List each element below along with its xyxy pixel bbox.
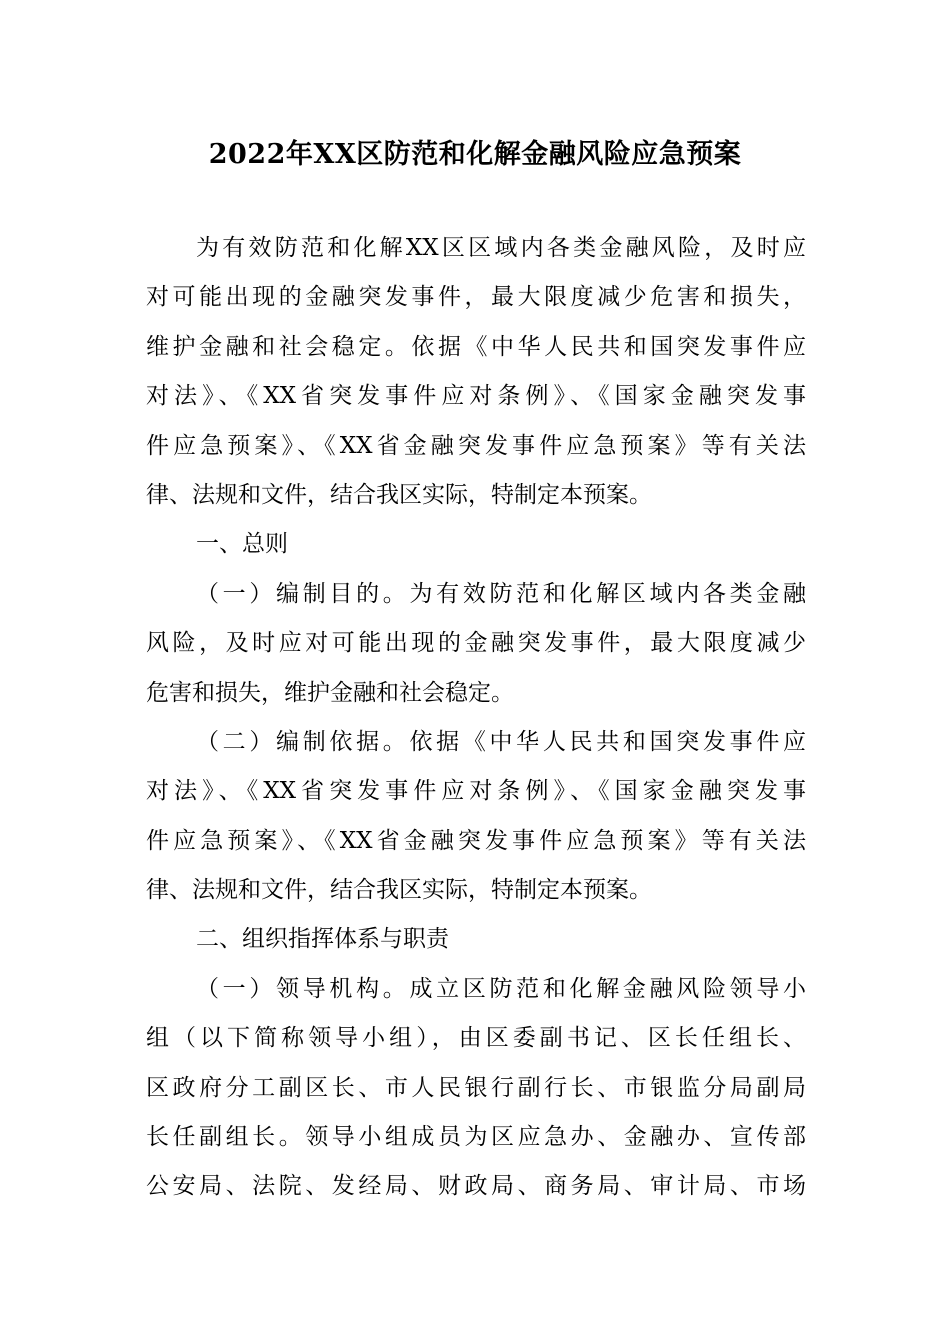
text-line: 对法》、《XX省突发事件应对条例》、《国家金融突发事 [146,383,806,410]
text-line: 件应急预案》、《XX省金融突发事件应急预案》等有关法 [146,432,806,459]
text-line: （一）编制目的。为有效防范和化解区域内各类金融 [196,580,806,607]
text-line: 公安局、法院、发经局、财政局、商务局、审计局、市场 [146,1173,806,1200]
text-line: （二）编制依据。依据《中华人民共和国突发事件应 [196,728,806,755]
text-line: 律、法规和文件，结合我区实际，特制定本预案。 [146,877,652,904]
text-line: 风险，及时应对可能出现的金融突发事件，最大限度减少 [146,630,806,657]
section-heading: 一、总则 [196,531,288,558]
text-line: 件应急预案》、《XX省金融突发事件应急预案》等有关法 [146,827,806,854]
text-line: 对法》、《XX省突发事件应对条例》、《国家金融突发事 [146,778,806,805]
document-body [146,224,806,1212]
text-line: 长任副组长。领导小组成员为区应急办、金融办、宣传部 [146,1124,806,1151]
text-line: 组（以下简称领导小组），由区委副书记、区长任组长、 [146,1025,806,1052]
text-line: 区政府分工副区长、市人民银行副行长、市银监分局副局 [146,1074,806,1101]
document-title: 2022年XX区防范和化解金融风险应急预案 [208,139,742,170]
section-heading: 二、组织指挥体系与职责 [196,926,449,953]
text-line: 对可能出现的金融突发事件，最大限度减少危害和损失， [146,284,806,311]
text-line: 维护金融和社会稳定。依据《中华人民共和国突发事件应 [146,333,806,360]
text-line: 危害和损失，维护金融和社会稳定。 [146,679,514,706]
text-line: 律、法规和文件，结合我区实际，特制定本预案。 [146,481,652,508]
text-line: （一）领导机构。成立区防范和化解金融风险领导小 [196,975,806,1002]
text-line: 为有效防范和化解XX区区域内各类金融风险，及时应 [196,235,806,261]
